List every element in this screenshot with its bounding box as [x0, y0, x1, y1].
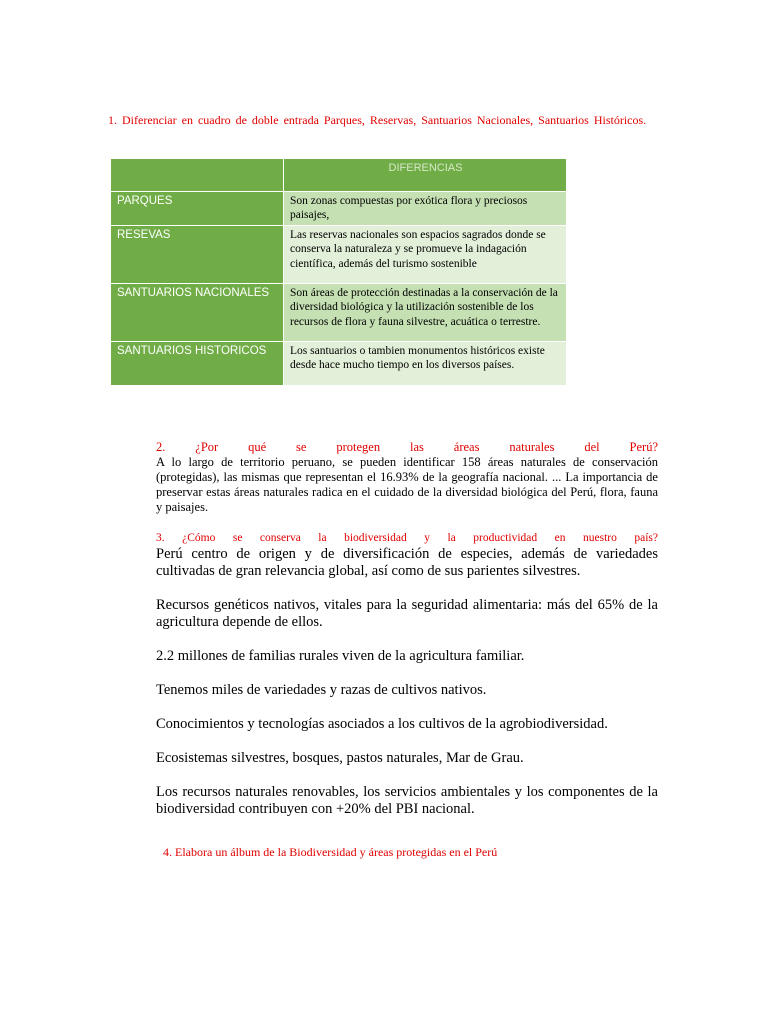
question-1: 1. Diferenciar en cuadro de doble entrada Parques, Reservas, Santuarios Nacionales, Santuarios Históricos.	[108, 113, 647, 127]
table-row	[111, 225, 567, 283]
row-description: Las reservas nacionales son espacios sagrados donde se conserva la naturaleza y se promueve la indagación científica, además del turismo sostenible	[284, 225, 567, 283]
answer-paragraph: Recursos genéticos nativos, vitales para la seguridad alimentaria: más del 65% de la agricultura depende de ellos.	[156, 597, 658, 630]
row-name: SANTUARIOS HISTORICOS	[111, 341, 284, 385]
question-4: 4. Elabora un álbum de la Biodiversidad y áreas protegidas en el Perú	[163, 845, 498, 859]
question-2-section	[156, 440, 658, 515]
table-header-row	[111, 159, 567, 192]
row-name: PARQUES	[111, 192, 284, 226]
table-row	[111, 341, 567, 385]
table-header-title: DIFERENCIAS	[284, 159, 567, 192]
table-row	[111, 283, 567, 341]
row-description: Son zonas compuestas por exótica flora y preciosos paisajes,	[284, 192, 567, 226]
differences-table	[110, 158, 567, 386]
answer-paragraph: 2.2 millones de familias rurales viven de la agricultura familiar.	[156, 648, 525, 664]
row-name: RESEVAS	[111, 225, 284, 283]
row-name: SANTUARIOS NACIONALES	[111, 283, 284, 341]
answer-paragraph: Ecosistemas silvestres, bosques, pastos naturales, Mar de Grau.	[156, 750, 524, 766]
table-row	[111, 192, 567, 226]
answer-paragraph: Perú centro de origen y de diversificación de especies, además de variedades cultivadas de gran relevancia global, así como de sus parientes silvestres.	[156, 546, 658, 579]
row-description: Son áreas de protección destinadas a la conservación de la diversidad biológica y la utilización sostenible de los recursos de flora y fauna silvestre, acuática o terrestre.	[284, 283, 567, 341]
answer-paragraph: Los recursos naturales renovables, los servicios ambientales y los componentes de la biodiversidad contribuyen con +20% del PBI nacional.	[156, 784, 658, 817]
question-2-title: 2. ¿Por qué se protegen las áreas naturales del Perú?	[156, 440, 658, 454]
answer-paragraph: Tenemos miles de variedades y razas de cultivos nativos.	[156, 682, 487, 698]
answer-paragraph: Conocimientos y tecnologías asociados a los cultivos de la agrobiodiversidad.	[156, 716, 608, 732]
question-3-section	[156, 531, 658, 835]
table-header-empty-cell	[111, 159, 284, 192]
row-description: Los santuarios o tambien monumentos históricos existe desde hace mucho tiempo en los diversos países.	[284, 341, 567, 385]
question-3-title: 3. ¿Cómo se conserva la biodiversidad y la productividad en nuestro país?	[156, 532, 658, 544]
question-2-body: A lo largo de territorio peruano, se pueden identificar 158 áreas naturales de conservación (protegidas), las mismas que representan el 16.93% de la geografía nacional. ... La importancia de preservar estas áreas naturales radica en el cuidado de la diversidad biológica del Perú, flora, fauna y paisajes.	[156, 455, 658, 514]
